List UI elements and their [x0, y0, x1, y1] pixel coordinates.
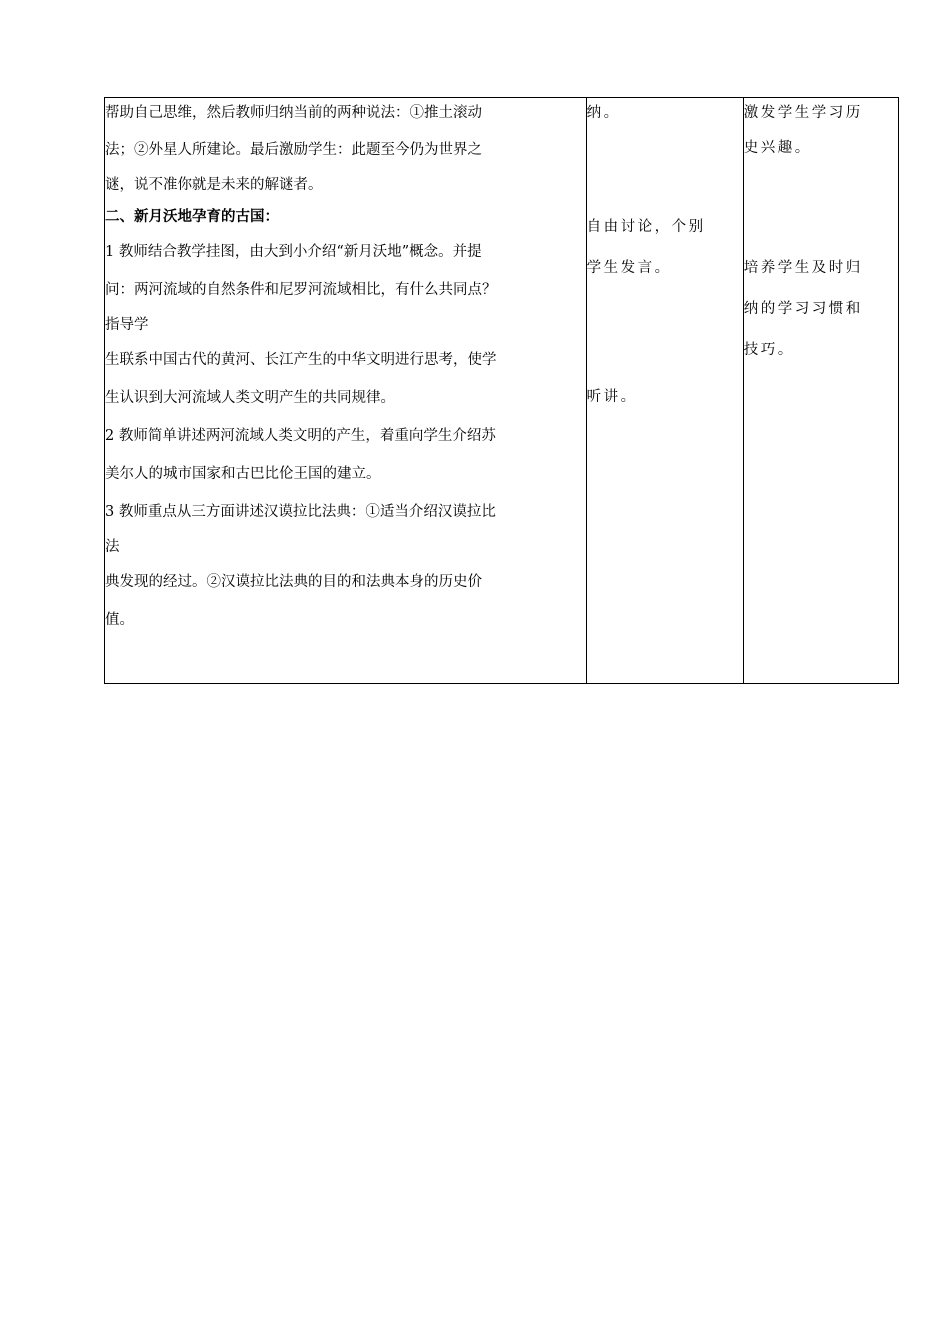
student-activity-cell: [586, 98, 743, 684]
text-line: 法: [105, 539, 120, 555]
text-line: 美尔人的城市国家和古巴比伦王国的建立。: [105, 466, 381, 482]
text-line: 生认识到大河流域人类文明产生的共同规律。: [105, 390, 395, 406]
text-line: 史兴趣。: [743, 140, 812, 156]
text-line: 值。: [105, 612, 134, 628]
table-row: [105, 98, 899, 684]
text-line: 问：两河流域的自然条件和尼罗河流域相比，有什么共同点？: [105, 282, 497, 298]
text-line: 法；②外星人所建论。最后激励学生：此题至今仍为世界之: [105, 142, 482, 158]
text-line: 培养学生及时归: [743, 260, 863, 276]
text-line: 3 教师重点从三方面讲述汉谟拉比法典：①适当介绍汉谟拉比: [105, 504, 496, 520]
text-line: 典发现的经过。②汉谟拉比法典的目的和法典本身的历史价: [105, 574, 482, 590]
text-line: 生联系中国古代的黄河、长江产生的中华文明进行思考，使学: [105, 352, 497, 368]
lesson-plan-table: [104, 97, 899, 684]
text-line: 纳。: [586, 105, 621, 121]
text-line: 帮助自己思维，然后教师归纳当前的两种说法：①推土滚动: [105, 105, 482, 121]
teacher-activity-cell: [105, 98, 587, 684]
text-line: 学生发言。: [586, 260, 672, 276]
text-line: 纳的学习习惯和: [743, 301, 863, 317]
text-line: 1 教师结合教学挂图，由大到小介绍“新月沃地”概念。并提: [105, 244, 482, 260]
design-intent-cell: [743, 98, 898, 684]
text-line: 听讲。: [586, 389, 638, 405]
text-line: 谜，说不准你就是未来的解谜者。: [105, 177, 323, 193]
text-line: 技巧。: [743, 342, 795, 358]
text-line: 激发学生学习历: [743, 105, 863, 121]
text-line: 2 教师简单讲述两河流域人类文明的产生，着重向学生介绍苏: [105, 428, 496, 444]
section-heading: 二、新月沃地孕育的古国：: [105, 209, 279, 225]
text-line: 自由讨论，个别: [586, 219, 706, 235]
text-line: 指导学: [105, 317, 149, 333]
